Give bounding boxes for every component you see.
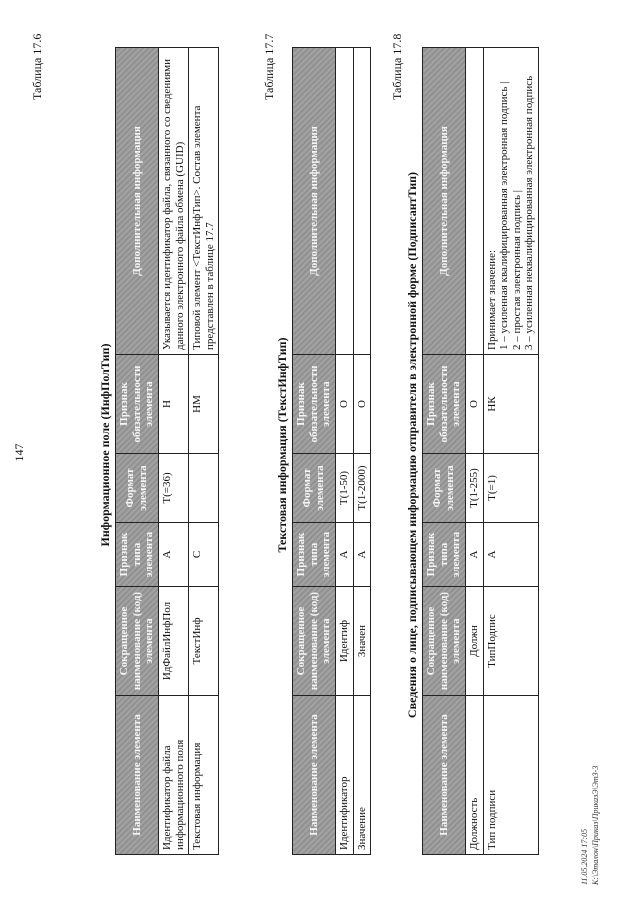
col-header: Сокращенное наименование (код) элемента	[116, 587, 159, 696]
table-17-8-title: Сведения о лице, подписывающем информацию отправителя в электронной форме (ПодписантТип)	[405, 171, 419, 719]
table-cell: О	[353, 355, 371, 454]
table-cell: A	[465, 523, 483, 587]
table-row	[158, 48, 188, 855]
table-cell: С	[189, 523, 219, 587]
table-header-row	[116, 48, 159, 855]
col-header: Признак обязательности элемента	[116, 355, 159, 454]
table-cell: Указывается идентификатор файла, связанного со сведениями данного электронного файла обмена (GUID)	[158, 48, 188, 355]
table-cell	[189, 454, 219, 523]
table-17-6	[115, 47, 219, 855]
table-cell: Тип подписи	[483, 696, 539, 855]
col-header: Дополнительная информация	[116, 48, 159, 355]
table-cell: ТекстИнф	[189, 587, 219, 696]
table-cell: Должность	[465, 696, 483, 855]
table-cell: Значен	[353, 587, 371, 696]
table-row	[353, 48, 371, 855]
table-17-6-title: Информационное поле (ИнфПолТип)	[98, 343, 112, 547]
table-17-7-label: Таблица 17.7	[262, 33, 276, 100]
table-17-7	[292, 47, 371, 855]
col-header: Наименование элемента	[116, 696, 159, 855]
table-row	[189, 48, 219, 855]
table-cell: Принимает значение: 1 – усиленная квалифицированная электронная подпись | 2 – простая электронная подпись | 3 – усиленная неквалифицированная электронная подпись	[483, 48, 539, 355]
col-header: Сокращенное наименование (код) элемента	[293, 587, 336, 696]
col-header: Формат элемента	[423, 454, 466, 523]
table-cell: T(1-2000)	[353, 454, 371, 523]
table-cell: T(1-50)	[335, 454, 353, 523]
table-cell: Текстовая информация	[189, 696, 219, 855]
table-cell: Типовой элемент <ТекстИнфТип>. Состав элемента представлен в таблице 17.7	[189, 48, 219, 355]
table-cell: T(=1)	[483, 454, 539, 523]
table-17-6-label: Таблица 17.6	[30, 33, 44, 100]
col-header: Наименование элемента	[293, 696, 336, 855]
table-cell: A	[158, 523, 188, 587]
table-cell: Идентиф	[335, 587, 353, 696]
table-header-row	[423, 48, 466, 855]
table-cell: Идентификатор файла информационного поля	[158, 696, 188, 855]
table-cell: О	[335, 355, 353, 454]
table-cell: A	[335, 523, 353, 587]
col-header: Наименование элемента	[423, 696, 466, 855]
table-cell: Значение	[353, 696, 371, 855]
col-header: Признак типа элемента	[116, 523, 159, 587]
col-header: Дополнительная информация	[293, 48, 336, 355]
table-cell: Н	[158, 355, 188, 454]
table-row	[483, 48, 539, 855]
table-cell: НМ	[189, 355, 219, 454]
col-header: Признак обязательности элемента	[423, 355, 466, 454]
table-cell: T(=36)	[158, 454, 188, 523]
col-header: Признак обязательности элемента	[293, 355, 336, 454]
col-header: Формат элемента	[293, 454, 336, 523]
table-cell: ТипПодпис	[483, 587, 539, 696]
table-cell: A	[353, 523, 371, 587]
table-cell: О	[465, 355, 483, 454]
table-cell: A	[483, 523, 539, 587]
table-cell: ИдФайлИнфПол	[158, 587, 188, 696]
col-header: Признак типа элемента	[293, 523, 336, 587]
table-cell: T(1-255)	[465, 454, 483, 523]
table-row	[465, 48, 483, 855]
table-row	[335, 48, 353, 855]
table-17-8	[422, 47, 539, 855]
col-header: Формат элемента	[116, 454, 159, 523]
table-header-row	[293, 48, 336, 855]
table-cell: Должн	[465, 587, 483, 696]
col-header: Признак типа элемента	[423, 523, 466, 587]
table-17-7-title: Текстовая информация (ТекстИнфТип)	[275, 337, 289, 553]
table-cell	[465, 48, 483, 355]
table-cell	[335, 48, 353, 355]
page-number: 147	[12, 443, 26, 462]
footer-timestamp: 11.05.2024 17:05	[580, 828, 589, 885]
table-cell: Идентификатор	[335, 696, 353, 855]
table-17-8-label: Таблица 17.8	[390, 33, 404, 100]
table-cell	[353, 48, 371, 355]
footer-path: К:\Эталон\Приказ\ПриказЭ\Эт3-3	[591, 765, 600, 885]
col-header: Сокращенное наименование (код) элемента	[423, 587, 466, 696]
col-header: Дополнительная информация	[423, 48, 466, 355]
table-cell: НК	[483, 355, 539, 454]
